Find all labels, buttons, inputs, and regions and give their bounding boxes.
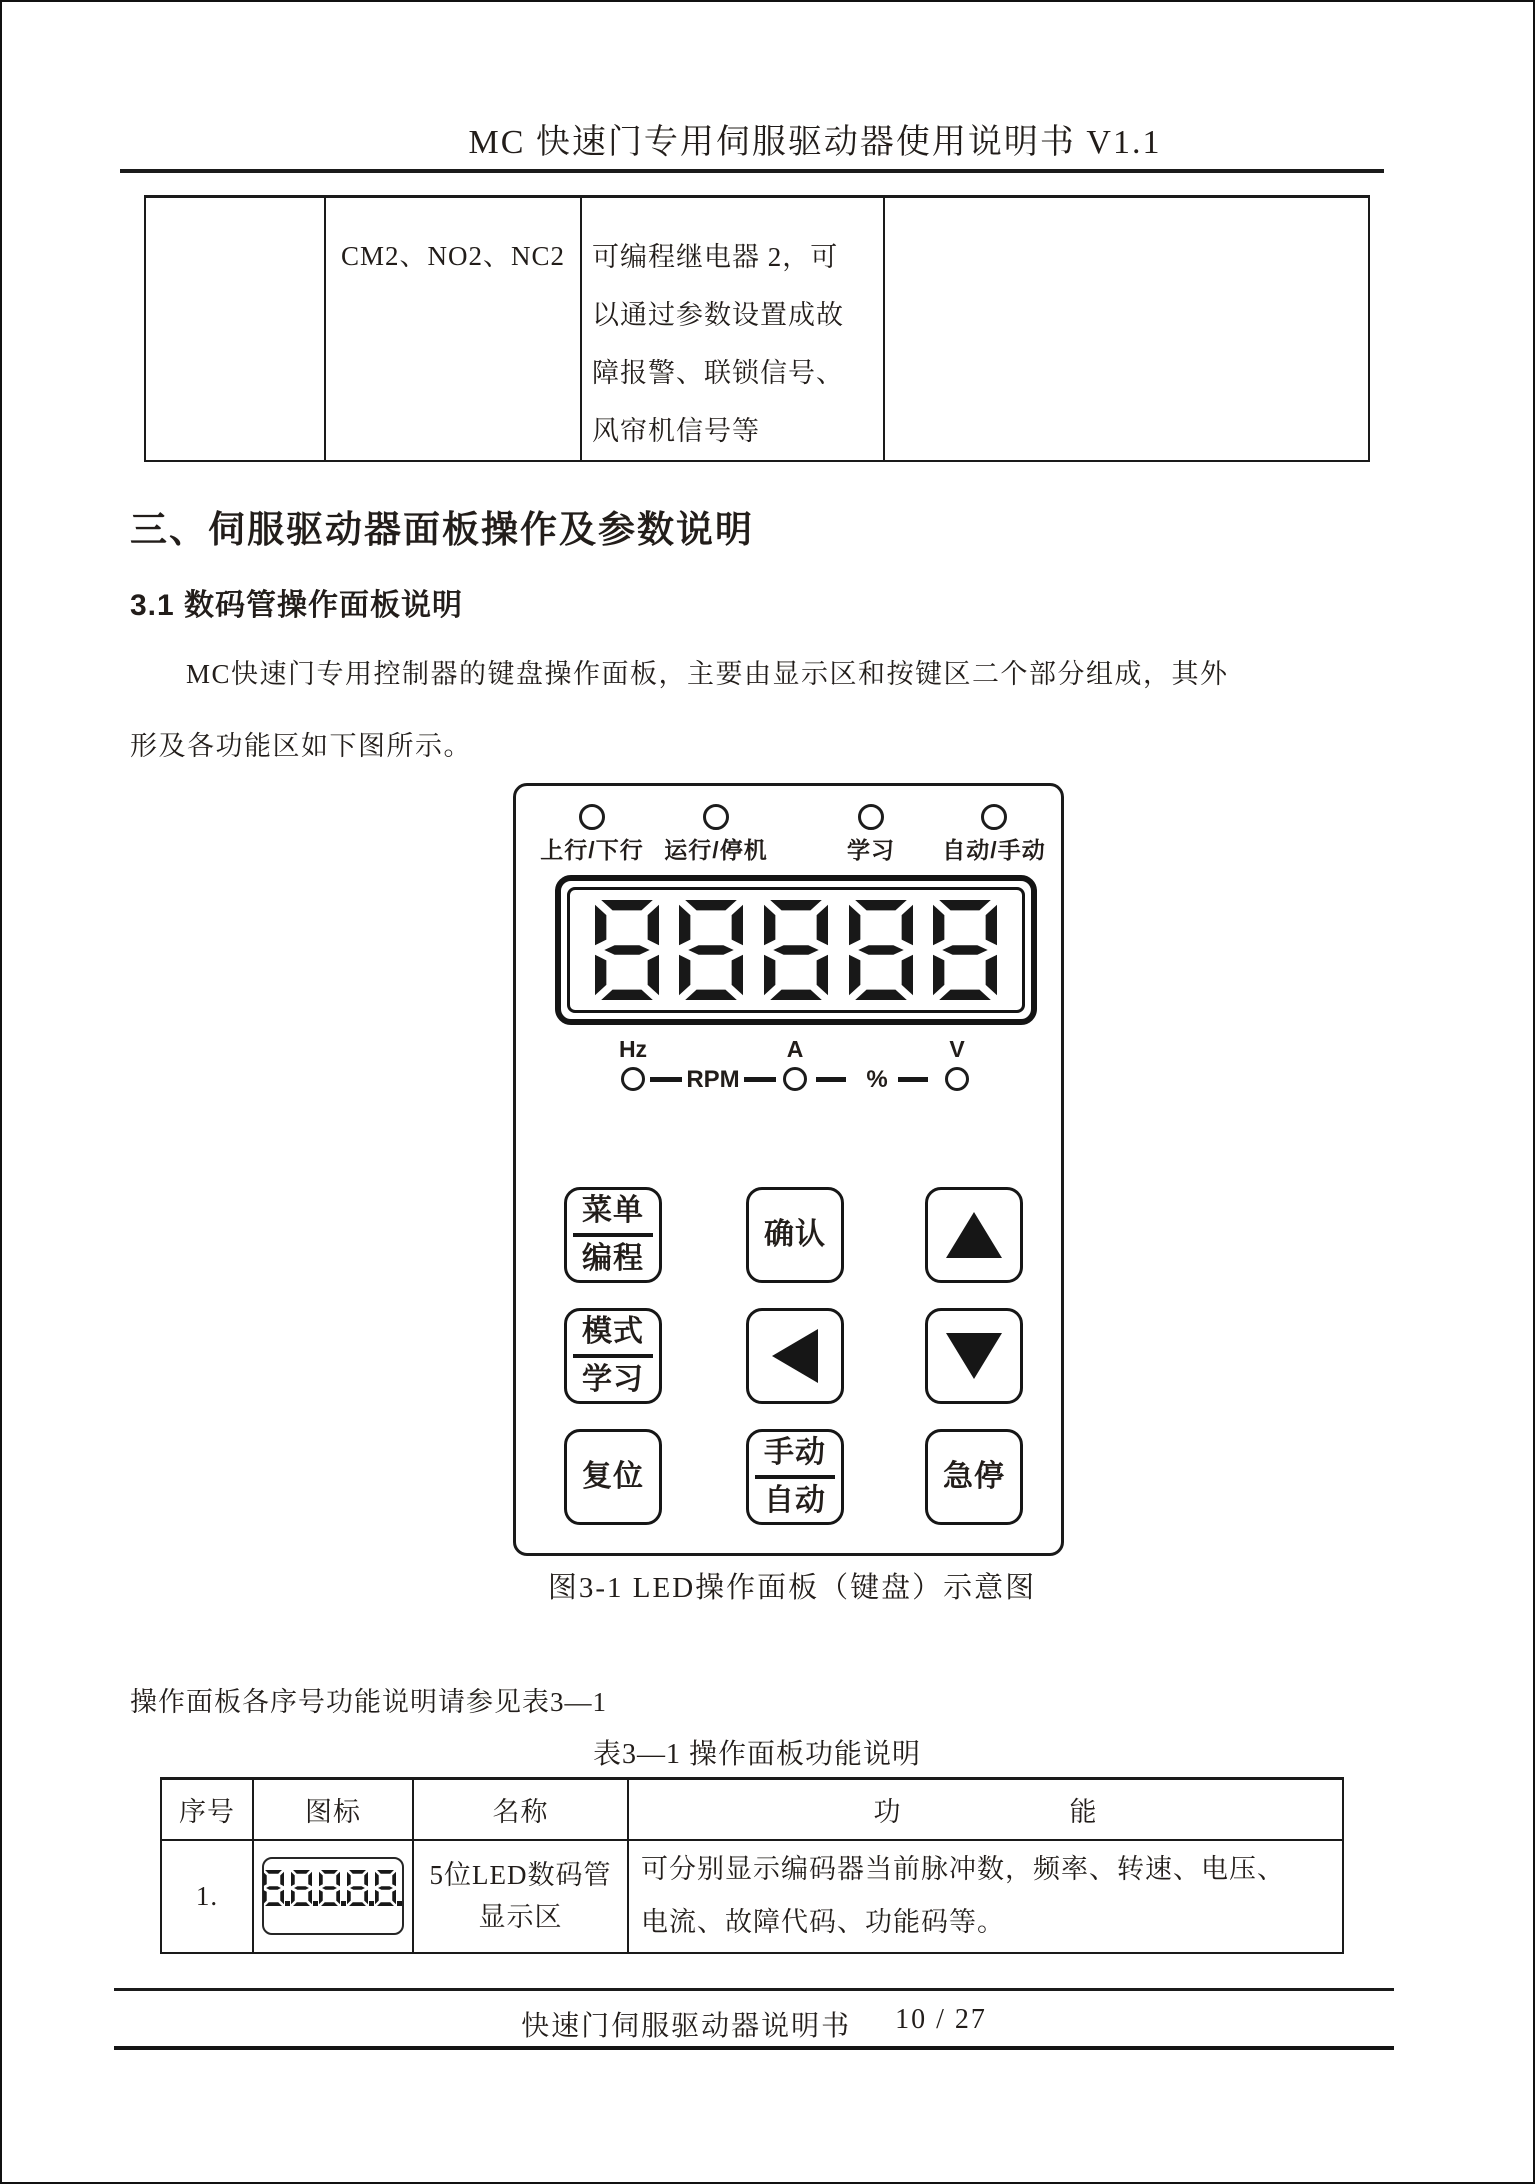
empty-cell	[145, 197, 325, 462]
button-divider	[755, 1475, 836, 1479]
down-button	[925, 1308, 1023, 1404]
led-keypad-panel-diagram	[513, 783, 1064, 1556]
decimal-point-icon	[285, 1901, 290, 1906]
indicator-label: 学习	[847, 837, 895, 863]
row-function-cell: 可分别显示编码器当前脉冲数，频率、转速、电压、 电流、故障代码、功能码等。	[628, 1840, 1343, 1953]
dash	[744, 1077, 776, 1082]
col-header-name: 名称	[413, 1779, 628, 1840]
unit-label-v: V	[949, 1036, 965, 1062]
indicator-label: 自动/手动	[942, 837, 1046, 863]
seven-segment-digit-icon	[933, 900, 997, 1000]
estop-button: 急停	[925, 1429, 1023, 1525]
down-arrow-icon	[946, 1333, 1002, 1379]
table-row	[145, 197, 1369, 462]
terminal-table-fragment	[144, 195, 1370, 462]
unit-label-percent: %	[866, 1066, 888, 1093]
seven-segment-digit-icon	[679, 900, 743, 1000]
left-arrow-icon	[772, 1329, 818, 1383]
desc-line: 以通过参数设置成故	[592, 300, 844, 330]
dash	[650, 1077, 682, 1082]
seven-segment-digit-icon	[595, 900, 659, 1000]
indicator-label: 上行/下行	[540, 837, 644, 863]
seven-segment-digit-icon	[291, 1870, 312, 1906]
indicator-led-icon	[858, 804, 884, 830]
col-header-no: 序号	[161, 1779, 253, 1840]
reset-button: 复位	[564, 1429, 662, 1525]
decimal-point-icon	[397, 1901, 402, 1906]
indicator-led-icon	[579, 804, 605, 830]
desc-line: 障报警、联锁信号、	[592, 358, 844, 388]
desc-line: 风帘机信号等	[592, 416, 760, 446]
paragraph-line: 形及各功能区如下图所示。	[130, 731, 472, 761]
footer-page-number: 10 / 27	[895, 2004, 987, 2035]
indicator-led-icon	[703, 804, 729, 830]
unit-label-rpm: RPM	[686, 1066, 740, 1093]
decimal-point-icon	[369, 1901, 374, 1906]
button-divider	[573, 1354, 654, 1358]
confirm-button: 确认	[746, 1187, 844, 1283]
seven-segment-digit-icon	[764, 900, 828, 1000]
left-button	[746, 1308, 844, 1404]
section-heading: 三、伺服驱动器面板操作及参数说明	[130, 509, 754, 550]
dash	[816, 1077, 846, 1082]
unit-led-icon	[621, 1067, 645, 1091]
unit-label-a: A	[786, 1036, 804, 1062]
unit-led-icon	[945, 1067, 969, 1091]
up-button	[925, 1187, 1023, 1283]
table-title: 表3—1 操作面板功能说明	[592, 1739, 922, 1770]
row-icon-cell	[253, 1840, 413, 1953]
seven-segment-digit-icon	[263, 1870, 284, 1906]
header-rule	[120, 169, 1384, 173]
subsection-heading: 3.1 数码管操作面板说明	[130, 589, 464, 622]
table-header-row	[161, 1779, 1343, 1840]
seven-segment-digit-icon	[375, 1870, 396, 1906]
row-number-cell: 1.	[161, 1840, 253, 1953]
col-header-func: 功 能	[628, 1779, 1343, 1840]
seven-segment-display-icon	[555, 875, 1037, 1025]
page-footer	[114, 2004, 1394, 2044]
menu-program-button: 菜单 编程	[564, 1187, 662, 1283]
seven-segment-digit-icon	[849, 900, 913, 1000]
unit-led-icon	[783, 1067, 807, 1091]
paragraph-line: MC快速门专用控制器的键盘操作面板，主要由显示区和按键区二个部分组成，其外	[186, 659, 1229, 689]
seven-segment-digit-icon	[347, 1870, 368, 1906]
indicator-label: 运行/停机	[664, 837, 768, 863]
decimal-point-icon	[341, 1901, 346, 1906]
indicator-led-icon	[981, 804, 1007, 830]
footer-top-rule	[114, 1988, 1394, 1991]
mode-learn-button: 模式 学习	[564, 1308, 662, 1404]
display-digits	[567, 887, 1025, 1013]
decimal-point-icon	[313, 1901, 318, 1906]
empty-cell	[884, 197, 1369, 462]
table-row	[161, 1840, 1343, 1953]
desc-line: 可编程继电器 2，可	[592, 242, 839, 272]
led-display-icon	[262, 1857, 404, 1935]
dash	[898, 1077, 928, 1082]
up-arrow-icon	[946, 1212, 1002, 1258]
row-name-cell: 5位LED数码管 显示区	[413, 1840, 628, 1953]
table-reference-note: 操作面板各序号功能说明请参见表3—1	[130, 1687, 607, 1717]
col-header-icon: 图标	[253, 1779, 413, 1840]
panel-function-table	[160, 1777, 1344, 1954]
seven-segment-digit-icon	[319, 1870, 340, 1906]
unit-label-hz: Hz	[618, 1036, 648, 1062]
manual-auto-button: 手动 自动	[746, 1429, 844, 1525]
terminal-name-cell: CM2、NO2、NC2	[325, 197, 581, 462]
page-header-title: MC 快速门专用伺服驱动器使用说明书 V1.1	[468, 124, 1162, 161]
button-divider	[573, 1233, 654, 1237]
footer-bottom-rule	[114, 2046, 1394, 2050]
figure-caption: 图3-1 LED操作面板（键盘）示意图	[547, 1572, 1037, 1604]
terminal-desc-cell	[581, 197, 884, 462]
footer-doc-name: 快速门伺服驱动器说明书	[521, 2011, 852, 2042]
